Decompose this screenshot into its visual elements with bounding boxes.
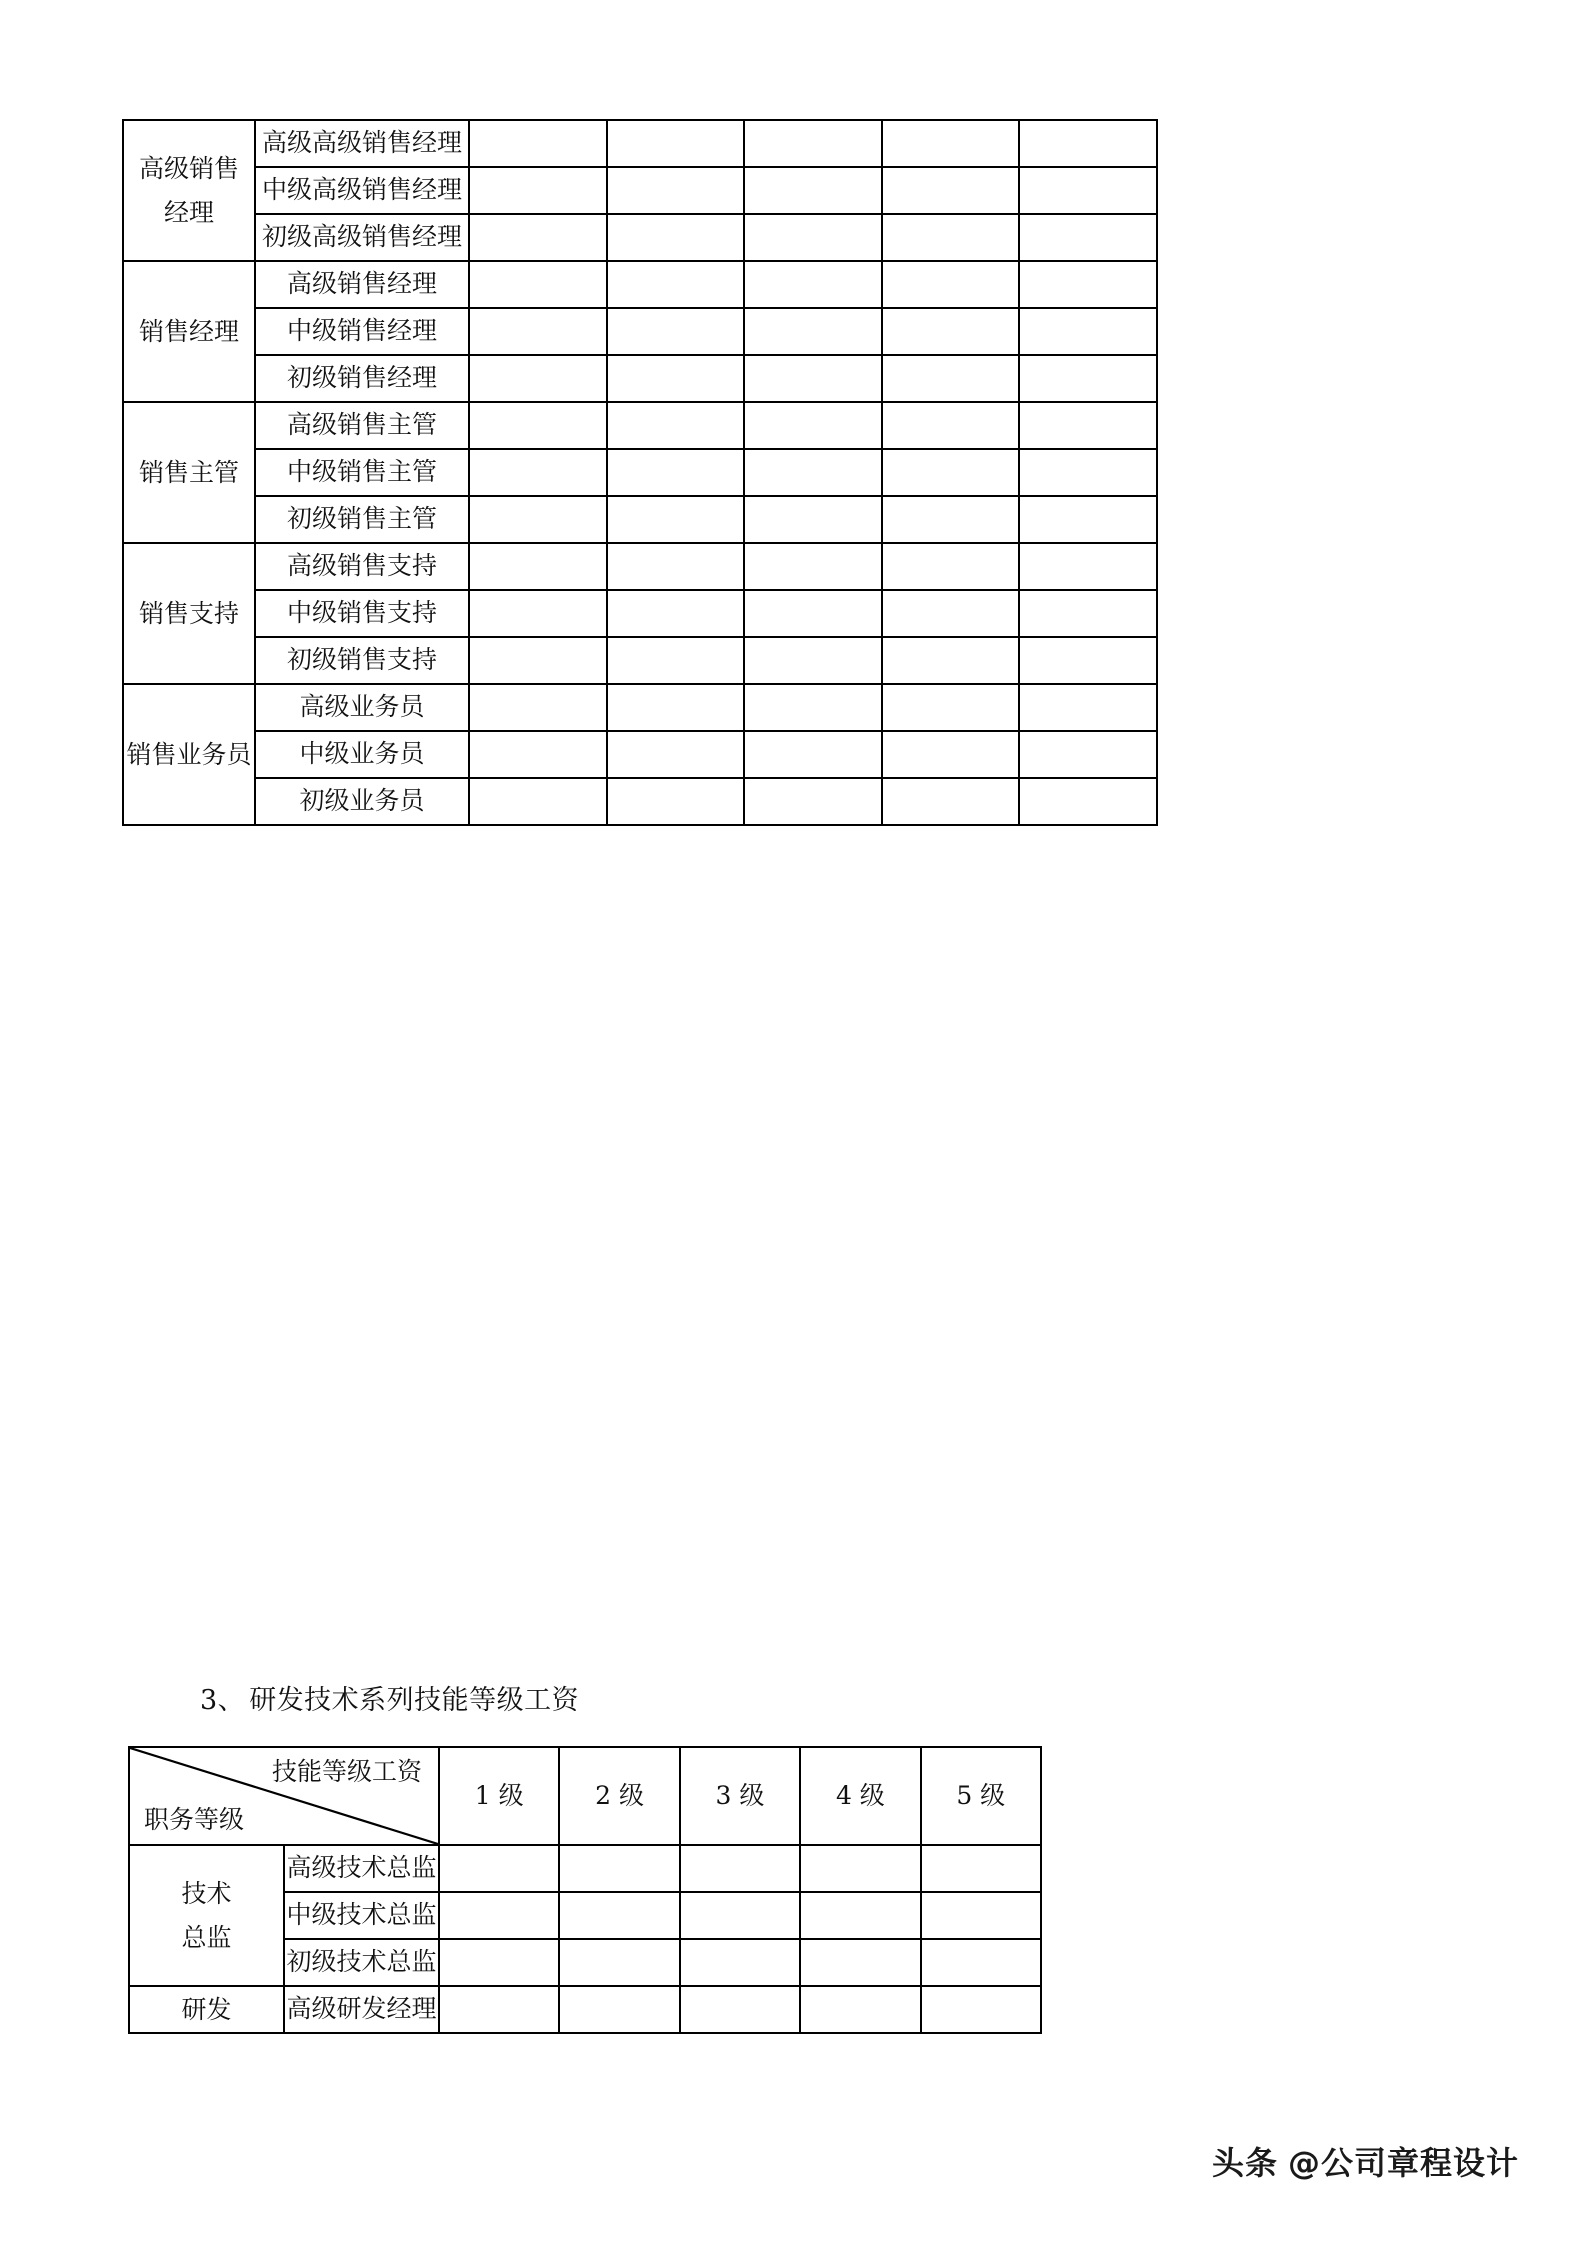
salary-cell[interactable] (607, 308, 745, 355)
salary-cell[interactable] (744, 543, 882, 590)
table-row (123, 543, 1157, 590)
position-title-cell: 高级研发经理 (284, 1986, 439, 2033)
salary-cell[interactable] (607, 684, 745, 731)
salary-cell[interactable] (882, 402, 1020, 449)
salary-cell[interactable] (1019, 778, 1157, 825)
section-title: 研发技术系列技能等级工资 (249, 1685, 580, 1716)
salary-cell[interactable] (800, 1939, 920, 1986)
table-row (123, 684, 1157, 731)
salary-cell[interactable] (469, 731, 607, 778)
position-title-cell: 中级高级销售经理 (255, 167, 469, 214)
watermark-handle: @公司章程设计 (1287, 2144, 1519, 2182)
group-label-line1: 销售经理 (138, 316, 239, 346)
salary-cell[interactable] (921, 1892, 1041, 1939)
level-header-cell: 5 级 (921, 1747, 1041, 1845)
salary-cell[interactable] (680, 1939, 800, 1986)
table-row (123, 731, 1157, 778)
salary-cell[interactable] (744, 778, 882, 825)
group-label-line2: 总监 (181, 1922, 232, 1952)
salary-cell[interactable] (1019, 496, 1157, 543)
salary-cell[interactable] (744, 590, 882, 637)
salary-cell[interactable] (680, 1892, 800, 1939)
level-header-cell: 3 级 (680, 1747, 800, 1845)
group-label-line1: 研发 (181, 1994, 232, 2024)
salary-cell[interactable] (744, 214, 882, 261)
table-row (123, 402, 1157, 449)
table-row (123, 214, 1157, 261)
table-row (123, 308, 1157, 355)
salary-cell[interactable] (744, 496, 882, 543)
salary-cell[interactable] (800, 1986, 920, 2033)
salary-cell[interactable] (882, 684, 1020, 731)
salary-cell[interactable] (882, 543, 1020, 590)
salary-cell[interactable] (800, 1845, 920, 1892)
salary-cell[interactable] (1019, 167, 1157, 214)
salary-cell[interactable] (439, 1892, 559, 1939)
salary-cell[interactable] (882, 308, 1020, 355)
salary-cell[interactable] (744, 684, 882, 731)
salary-cell[interactable] (744, 261, 882, 308)
toutiao-logo: 头条 (1211, 2144, 1278, 2182)
salary-cell[interactable] (1019, 590, 1157, 637)
position-title-cell: 初级销售支持 (255, 637, 469, 684)
salary-cell[interactable] (882, 355, 1020, 402)
salary-cell[interactable] (439, 1939, 559, 1986)
salary-cell[interactable] (469, 684, 607, 731)
salary-cell[interactable] (439, 1845, 559, 1892)
group-label-cell (129, 1986, 284, 2033)
group-label-line1: 销售主管 (138, 457, 239, 487)
table-header-row (129, 1747, 1041, 1845)
salary-cell[interactable] (607, 778, 745, 825)
position-title-cell: 初级销售主管 (255, 496, 469, 543)
salary-cell[interactable] (882, 167, 1020, 214)
sales-salary-table (122, 119, 1158, 826)
salary-cell[interactable] (559, 1986, 679, 2033)
salary-cell[interactable] (744, 637, 882, 684)
position-title-cell: 初级高级销售经理 (255, 214, 469, 261)
salary-cell[interactable] (744, 731, 882, 778)
salary-cell[interactable] (469, 496, 607, 543)
salary-cell[interactable] (607, 402, 745, 449)
salary-cell[interactable] (882, 120, 1020, 167)
salary-cell[interactable] (882, 590, 1020, 637)
rd-table-body (129, 1747, 1041, 2033)
group-label-line1: 销售支持 (138, 598, 239, 628)
salary-cell[interactable] (607, 167, 745, 214)
position-title-cell: 高级销售主管 (255, 402, 469, 449)
salary-cell[interactable] (607, 214, 745, 261)
group-label-cell (129, 1845, 284, 1986)
salary-cell[interactable] (882, 214, 1020, 261)
group-label-cell (123, 402, 255, 543)
position-title-cell: 高级销售经理 (255, 261, 469, 308)
table-row (123, 167, 1157, 214)
salary-cell[interactable] (469, 637, 607, 684)
salary-cell[interactable] (607, 496, 745, 543)
salary-cell[interactable] (607, 637, 745, 684)
salary-cell[interactable] (1019, 214, 1157, 261)
salary-cell[interactable] (882, 261, 1020, 308)
table-row (123, 449, 1157, 496)
corner-bottom-label: 职务等级 (144, 1804, 245, 1834)
salary-cell[interactable] (469, 261, 607, 308)
position-title-cell: 初级销售经理 (255, 355, 469, 402)
salary-cell[interactable] (882, 731, 1020, 778)
salary-cell[interactable] (1019, 261, 1157, 308)
level-header-cell: 1 级 (439, 1747, 559, 1845)
salary-cell[interactable] (1019, 449, 1157, 496)
salary-cell[interactable] (744, 120, 882, 167)
salary-cell[interactable] (1019, 355, 1157, 402)
salary-cell[interactable] (607, 120, 745, 167)
salary-cell[interactable] (559, 1939, 679, 1986)
level-header-cell: 4 级 (800, 1747, 920, 1845)
position-title-cell: 初级技术总监 (284, 1939, 439, 1986)
salary-cell[interactable] (921, 1845, 1041, 1892)
table-row (129, 1845, 1041, 1892)
position-title-cell: 高级业务员 (255, 684, 469, 731)
position-title-cell: 中级销售支持 (255, 590, 469, 637)
group-label-line2: 经理 (163, 197, 214, 227)
group-label-line1: 高级销售 (138, 153, 239, 183)
salary-cell[interactable] (469, 355, 607, 402)
table-row (123, 355, 1157, 402)
salary-cell[interactable] (469, 308, 607, 355)
sales-table-body (123, 120, 1157, 825)
salary-cell[interactable] (469, 778, 607, 825)
salary-cell[interactable] (559, 1845, 679, 1892)
group-label-line1: 销售业务员 (126, 739, 252, 769)
diagonal-split-container (130, 1748, 438, 1844)
salary-cell[interactable] (744, 308, 882, 355)
salary-cell[interactable] (921, 1986, 1041, 2033)
table-row (123, 778, 1157, 825)
table-row (123, 120, 1157, 167)
table-row (123, 637, 1157, 684)
salary-cell[interactable] (469, 449, 607, 496)
salary-cell[interactable] (607, 731, 745, 778)
salary-cell[interactable] (607, 355, 745, 402)
salary-cell[interactable] (469, 590, 607, 637)
salary-cell[interactable] (882, 637, 1020, 684)
salary-cell[interactable] (1019, 308, 1157, 355)
salary-cell[interactable] (469, 167, 607, 214)
rd-salary-table (128, 1746, 1042, 2034)
salary-cell[interactable] (744, 402, 882, 449)
position-title-cell: 中级业务员 (255, 731, 469, 778)
position-title-cell: 中级技术总监 (284, 1892, 439, 1939)
section-heading (200, 1678, 579, 1717)
table-row (123, 590, 1157, 637)
table-row (123, 496, 1157, 543)
salary-cell[interactable] (469, 120, 607, 167)
salary-cell[interactable] (1019, 637, 1157, 684)
salary-cell[interactable] (469, 402, 607, 449)
watermark (1212, 2138, 1519, 2184)
position-title-cell: 高级技术总监 (284, 1845, 439, 1892)
group-label-line1: 技术 (181, 1878, 232, 1908)
salary-cell[interactable] (1019, 684, 1157, 731)
salary-cell[interactable] (1019, 120, 1157, 167)
position-title-cell: 中级销售经理 (255, 308, 469, 355)
salary-cell[interactable] (744, 167, 882, 214)
salary-cell[interactable] (680, 1845, 800, 1892)
salary-cell[interactable] (607, 261, 745, 308)
salary-cell[interactable] (882, 496, 1020, 543)
group-label-cell (123, 684, 255, 825)
salary-cell[interactable] (469, 214, 607, 261)
salary-cell[interactable] (1019, 402, 1157, 449)
group-label-cell (123, 120, 255, 261)
position-title-cell: 中级销售主管 (255, 449, 469, 496)
diagonal-header-cell (129, 1747, 439, 1845)
group-label-cell (123, 543, 255, 684)
salary-cell[interactable] (800, 1892, 920, 1939)
salary-cell[interactable] (559, 1892, 679, 1939)
position-title-cell: 高级高级销售经理 (255, 120, 469, 167)
salary-cell[interactable] (439, 1986, 559, 2033)
salary-cell[interactable] (882, 449, 1020, 496)
salary-cell[interactable] (469, 543, 607, 590)
salary-cell[interactable] (744, 449, 882, 496)
salary-cell[interactable] (607, 449, 745, 496)
salary-cell[interactable] (680, 1986, 800, 2033)
group-label-cell (123, 261, 255, 402)
salary-cell[interactable] (607, 543, 745, 590)
salary-cell[interactable] (921, 1939, 1041, 1986)
salary-cell[interactable] (607, 590, 745, 637)
salary-cell[interactable] (882, 778, 1020, 825)
section-number: 3、 (200, 1685, 246, 1716)
position-title-cell: 初级业务员 (255, 778, 469, 825)
table-row (129, 1986, 1041, 2033)
position-title-cell: 高级销售支持 (255, 543, 469, 590)
salary-cell[interactable] (744, 355, 882, 402)
salary-cell[interactable] (1019, 543, 1157, 590)
salary-cell[interactable] (1019, 731, 1157, 778)
table-row (123, 261, 1157, 308)
corner-top-label: 技能等级工资 (271, 1757, 422, 1786)
level-header-cell: 2 级 (559, 1747, 679, 1845)
